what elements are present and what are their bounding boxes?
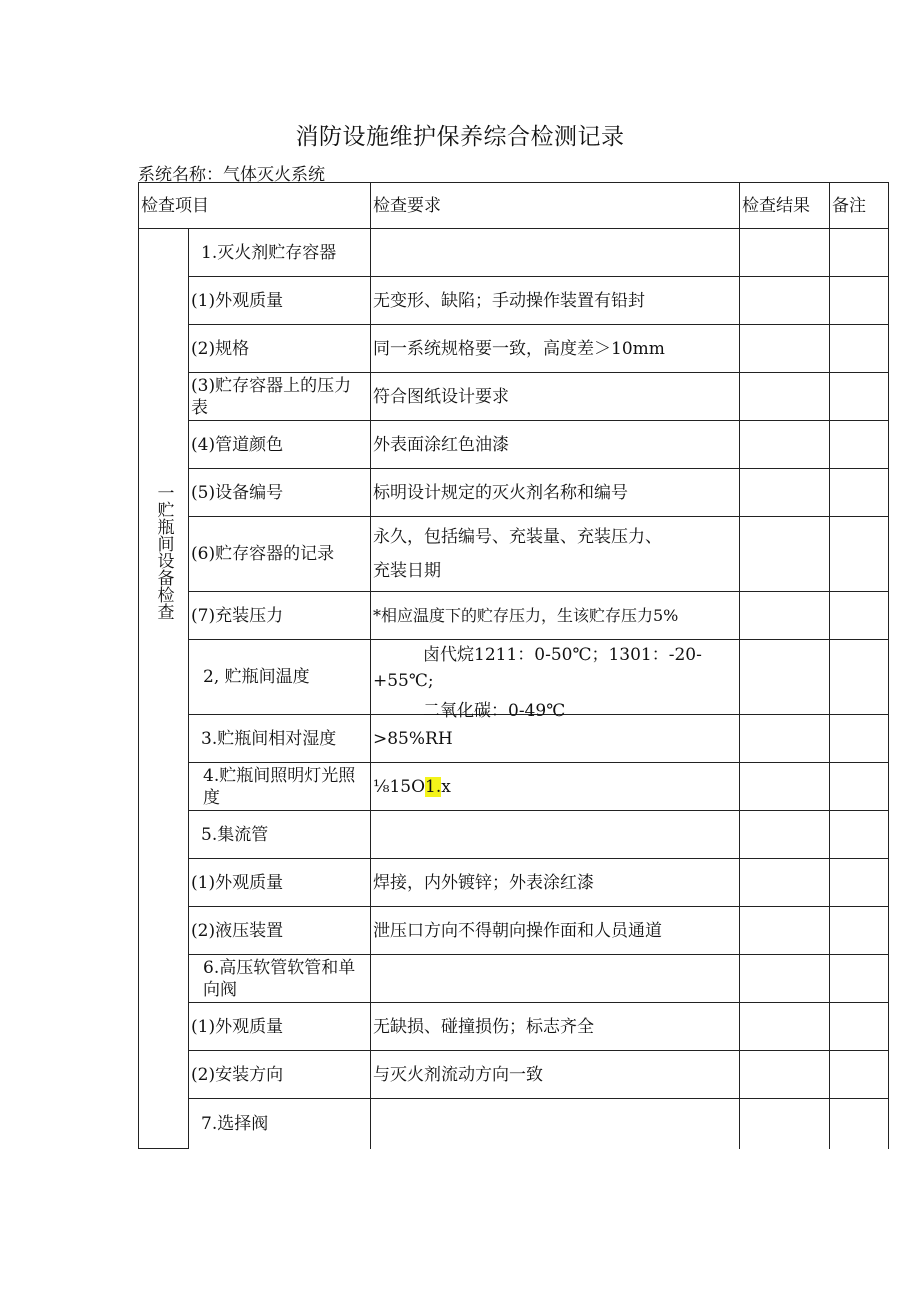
result-cell[interactable]: [740, 373, 830, 421]
requirement-cell: [371, 229, 740, 277]
result-cell[interactable]: [740, 763, 830, 811]
note-cell[interactable]: [830, 1099, 889, 1149]
item-cell: 1.灭火剂贮存容器: [189, 229, 371, 277]
result-cell[interactable]: [740, 811, 830, 859]
item-cell: (3)贮存容器上的压力表: [189, 373, 371, 421]
result-cell[interactable]: [740, 229, 830, 277]
table-row: [139, 763, 889, 811]
table-row: [139, 955, 889, 1003]
item-cell: (2)安装方向: [189, 1051, 371, 1099]
note-cell[interactable]: [830, 859, 889, 907]
requirement-line: 二氧化碳：0-49℃: [423, 701, 566, 721]
requirement-cell: [371, 1099, 740, 1149]
item-cell: (2)液压装置: [189, 907, 371, 955]
requirement-cell: 标明设计规定的灭火剂名称和编号: [371, 469, 740, 517]
requirement-text: x: [441, 776, 451, 797]
requirement-cell: 无变形、缺陷；手动操作装置有铅封: [371, 277, 740, 325]
item-cell: (1)外观质量: [189, 277, 371, 325]
item-cell: (1)外观质量: [189, 859, 371, 907]
table-row: [139, 1003, 889, 1051]
requirement-text: ⅛15O: [373, 776, 426, 797]
section-label: 一贮瓶间设备检查: [153, 484, 174, 620]
table-row: [139, 325, 889, 373]
table-row: [139, 469, 889, 517]
requirement-cell: 符合图纸设计要求: [371, 373, 740, 421]
note-cell[interactable]: [830, 1051, 889, 1099]
system-name: 系统名称：气体灭火系统: [138, 165, 325, 185]
result-cell[interactable]: [740, 517, 830, 592]
requirement-cell: 无缺损、碰撞损伤；标志齐全: [371, 1003, 740, 1051]
note-cell[interactable]: [830, 469, 889, 517]
table-row: [139, 517, 889, 592]
requirement-clip: [373, 644, 737, 721]
document-title: 消防设施维护保养综合检测记录: [295, 124, 625, 150]
table-row: [139, 1051, 889, 1099]
requirement-cell: [371, 763, 740, 811]
header-note: 备注: [830, 183, 889, 229]
table-row: [139, 907, 889, 955]
result-cell[interactable]: [740, 955, 830, 1003]
table-header-row: [139, 183, 889, 229]
item-cell: 3.贮瓶间相对湿度: [189, 715, 371, 763]
inspection-table: [138, 182, 889, 1149]
result-cell[interactable]: [740, 1051, 830, 1099]
note-cell[interactable]: [830, 592, 889, 640]
table-row: [139, 592, 889, 640]
result-cell[interactable]: [740, 907, 830, 955]
result-cell[interactable]: [740, 325, 830, 373]
result-cell[interactable]: [740, 1003, 830, 1051]
note-cell[interactable]: [830, 640, 889, 715]
note-cell[interactable]: [830, 373, 889, 421]
note-cell[interactable]: [830, 955, 889, 1003]
requirement-cell: 外表面涂红色油漆: [371, 421, 740, 469]
result-cell[interactable]: [740, 469, 830, 517]
table-row: [139, 373, 889, 421]
requirement-cell: [371, 640, 740, 721]
requirement-cell: >85%RH: [371, 715, 740, 763]
table-row: [139, 859, 889, 907]
item-cell: (6)贮存容器的记录: [189, 517, 371, 592]
note-cell[interactable]: [830, 277, 889, 325]
section-label-cell: [139, 229, 189, 1149]
item-cell: (7)充装压力: [189, 592, 371, 640]
header-requirement: 检查要求: [371, 183, 740, 229]
table-row: [139, 811, 889, 859]
item-cell: (1)外观质量: [189, 1003, 371, 1051]
note-cell[interactable]: [830, 325, 889, 373]
requirement-cell: [371, 955, 740, 1003]
note-cell[interactable]: [830, 811, 889, 859]
header-item: 检查项目: [139, 183, 371, 229]
header-result: 检查结果: [740, 183, 830, 229]
result-cell[interactable]: [740, 277, 830, 325]
requirement-line: 卤代烷1211：0-50℃；1301：-20-: [423, 645, 702, 665]
result-cell[interactable]: [740, 1099, 830, 1149]
highlighted-text: 1.: [425, 776, 442, 797]
result-cell[interactable]: [740, 640, 830, 715]
result-cell[interactable]: [740, 421, 830, 469]
requirement-line: 永久，包括编号、充装量、充装压力、: [373, 527, 662, 547]
item-cell: (5)设备编号: [189, 469, 371, 517]
note-cell[interactable]: [830, 907, 889, 955]
note-cell[interactable]: [830, 715, 889, 763]
item-cell: 5.集流管: [189, 811, 371, 859]
result-cell[interactable]: [740, 859, 830, 907]
note-cell[interactable]: [830, 421, 889, 469]
table-row: [139, 277, 889, 325]
requirement-cell: *相应温度下的贮存压力，生该贮存压力5%: [371, 592, 740, 640]
result-cell[interactable]: [740, 592, 830, 640]
result-cell[interactable]: [740, 715, 830, 763]
item-cell: 7.选择阀: [189, 1099, 371, 1149]
table-row: [139, 229, 889, 277]
requirement-cell: [371, 517, 740, 592]
item-cell: 4.贮瓶间照明灯光照度: [189, 763, 371, 811]
item-cell: (2)规格: [189, 325, 371, 373]
requirement-cell: 同一系统规格要一致，高度差＞10mm: [371, 325, 740, 373]
item-cell: 6.高压软管软管和单向阀: [189, 955, 371, 1003]
item-cell: 2, 贮瓶间温度: [189, 640, 371, 715]
requirement-cell: 泄压口方向不得朝向操作面和人员通道: [371, 907, 740, 955]
requirement-cell: 与灭火剂流动方向一致: [371, 1051, 740, 1099]
note-cell[interactable]: [830, 517, 889, 592]
requirement-line: 充装日期: [373, 561, 441, 581]
note-cell[interactable]: [830, 1003, 889, 1051]
table-row: [139, 1099, 889, 1149]
table-row: [139, 421, 889, 469]
requirement-cell: [371, 811, 740, 859]
note-cell[interactable]: [830, 763, 889, 811]
note-cell[interactable]: [830, 229, 889, 277]
requirement-cell: 焊接，内外镀锌；外表涂红漆: [371, 859, 740, 907]
item-cell: (4)管道颜色: [189, 421, 371, 469]
requirement-line: +55℃;: [373, 671, 434, 691]
table-row: [139, 640, 889, 715]
